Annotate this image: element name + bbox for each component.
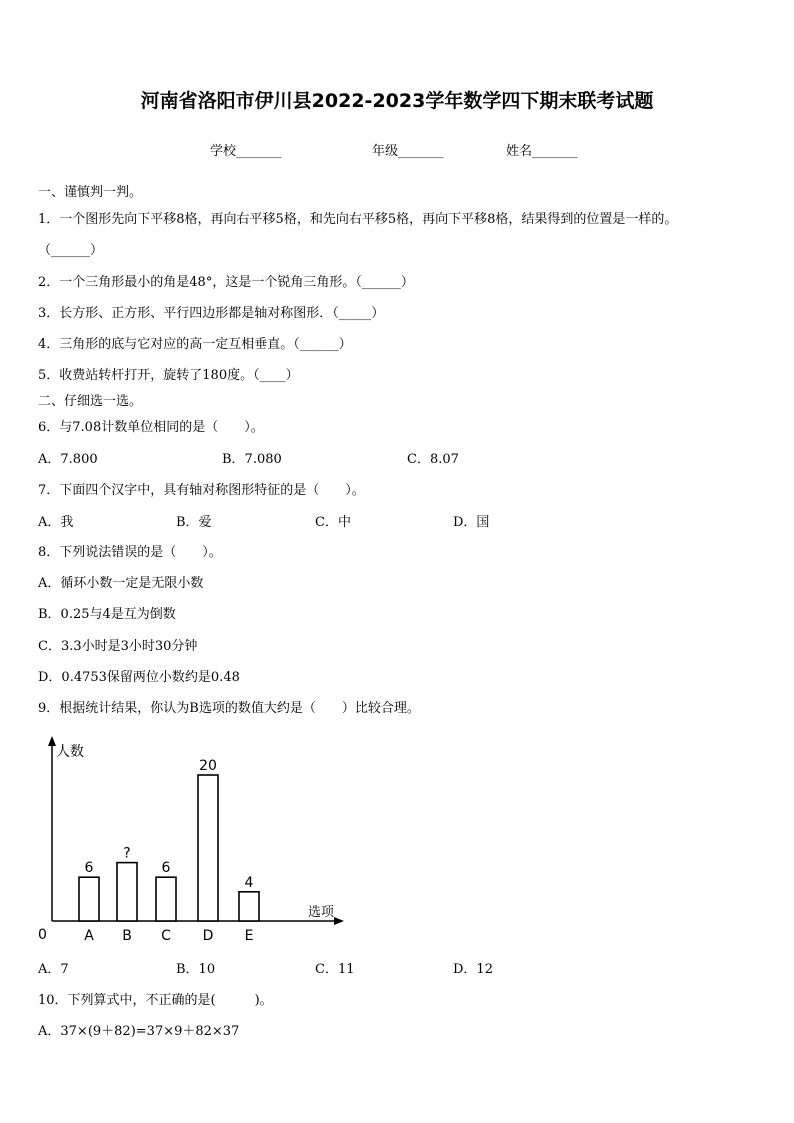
q7-option-a: A．我 [38, 515, 74, 530]
bar-b [117, 863, 137, 921]
x-axis-arrow [334, 917, 344, 925]
question-4: 4．三角形的底与它对应的高一定互相垂直。（______） [38, 337, 352, 352]
bar-c [156, 877, 176, 921]
data-label-b: ? [123, 845, 131, 862]
section2-heading: 二、仔细选一选。 [38, 394, 143, 409]
q7-option-d: D．国 [453, 515, 490, 530]
page-title: 河南省洛阳市伊川县2022-2023学年数学四下期末联考试题 [140, 90, 654, 112]
question-5: 5．收费站转杆打开，旋转了180度。（____） [38, 368, 299, 383]
tick-label-b: B [122, 928, 132, 944]
grade-field: 年级_______ [372, 144, 444, 159]
name-field: 姓名_______ [506, 144, 578, 159]
q6-option-a: A．7.800 [38, 452, 98, 467]
q8-option-a: A．循环小数一定是无限小数 [38, 576, 204, 591]
tick-label-e: E [244, 928, 254, 944]
q9-option-d: D．12 [453, 962, 493, 977]
q6-option-c: C．8.07 [407, 452, 459, 467]
question-1-blank: （______） [38, 243, 104, 258]
question-6: 6．与7.08计数单位相同的是（ ）。 [38, 420, 264, 435]
data-label-c: 6 [161, 860, 171, 877]
q8-option-d: D．0.4753保留两位小数约是0.48 [38, 670, 240, 685]
y-axis-arrow [48, 736, 56, 746]
question-3: 3．长方形、正方形、平行四边形都是轴对称图形．（_____） [38, 306, 385, 321]
tick-label-d: D [202, 928, 214, 944]
bar-e [239, 892, 259, 921]
data-label-a: 6 [84, 860, 94, 877]
q10-option-a: A．37×(9＋82)=37×9＋82×37 [38, 1024, 240, 1039]
question-1: 1．一个图形先向下平移8格，再向右平移5格，和先向右平移5格，再向下平移8格，结果得到的位置是一样的。 [38, 212, 678, 227]
question-9: 9．根据统计结果，你认为B选项的数值大约是（ ）比较合理。 [38, 701, 420, 716]
question-10: 10．下列算式中，不正确的是( )。 [38, 993, 273, 1008]
q9-option-c: C．11 [315, 962, 355, 977]
question-8: 8．下列说法错误的是（ ）。 [38, 545, 222, 560]
origin-label: 0 [38, 927, 47, 943]
q9-option-a: A．7 [38, 962, 69, 977]
x-axis-label: 选项 [308, 905, 335, 920]
data-label-e: 4 [244, 874, 254, 891]
q9-option-b: B．10 [176, 962, 216, 977]
q8-option-b: B．0.25与4是互为倒数 [38, 607, 176, 622]
bar-d [198, 775, 218, 921]
tick-label-a: A [84, 928, 94, 944]
data-label-d: 20 [199, 758, 217, 774]
school-field: 学校_______ [210, 144, 282, 159]
section1-heading: 一、谨慎判一判。 [38, 185, 143, 200]
q7-option-b: B．爱 [176, 515, 212, 530]
q6-option-b: B．7.080 [222, 452, 282, 467]
question-7: 7．下面四个汉字中，具有轴对称图形特征的是（ ）。 [38, 483, 365, 498]
bar-a [79, 877, 99, 921]
y-axis-label: 人数 [56, 744, 84, 760]
question-2: 2．一个三角形最小的角是48°，这是一个锐角三角形。（______） [38, 275, 414, 290]
q8-option-c: C．3.3小时是3小时30分钟 [38, 639, 198, 654]
q7-option-c: C．中 [315, 515, 351, 530]
bar-chart [30, 730, 360, 950]
tick-label-c: C [161, 928, 171, 944]
